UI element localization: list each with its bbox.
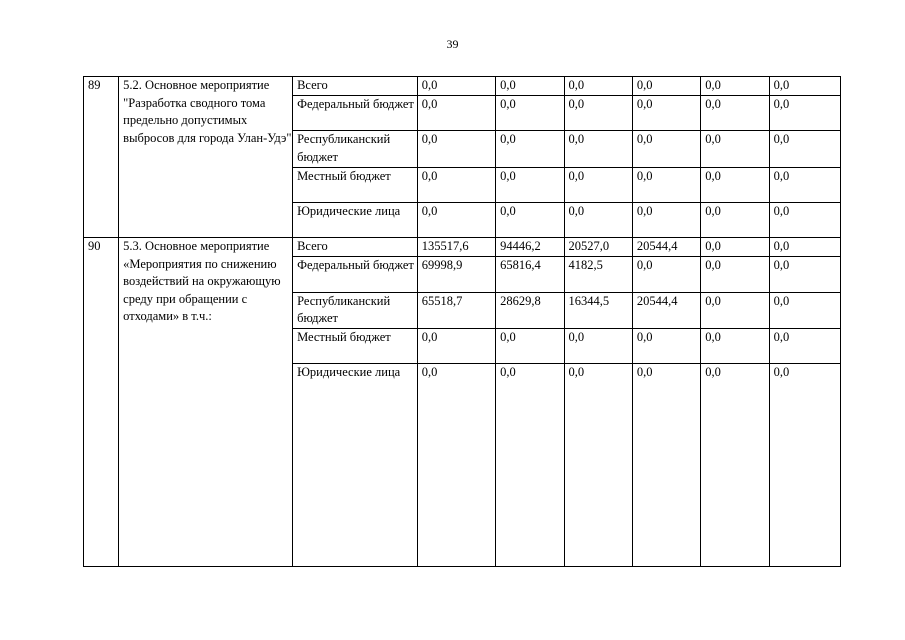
table-row — [84, 77, 841, 96]
amount-cell: 0,0 — [564, 329, 632, 364]
budget-table — [83, 76, 841, 567]
amount-cell: 0,0 — [769, 292, 840, 328]
amount-cell: 20544,4 — [632, 292, 700, 328]
amount-cell: 0,0 — [769, 329, 840, 364]
amount-cell: 0,0 — [701, 257, 769, 292]
amount-cell: 0,0 — [496, 167, 564, 202]
amount-cell: 0,0 — [632, 95, 700, 130]
activity-name: 5.3. Основное мероприятие «Мероприятия по снижению воздействий на окружающую среду при обращении с отходами» в т.ч.: — [119, 238, 293, 567]
amount-cell: 0,0 — [564, 95, 632, 130]
amount-cell: 0,0 — [632, 257, 700, 292]
amount-cell: 0,0 — [564, 77, 632, 96]
amount-cell: 0,0 — [417, 131, 495, 167]
amount-cell: 0,0 — [769, 77, 840, 96]
funding-source: Местный бюджет — [293, 329, 418, 364]
amount-cell: 0,0 — [417, 77, 495, 96]
amount-cell: 0,0 — [701, 167, 769, 202]
funding-source: Республиканский бюджет — [293, 131, 418, 167]
amount-cell: 0,0 — [496, 95, 564, 130]
amount-cell: 0,0 — [417, 364, 495, 567]
amount-cell: 0,0 — [769, 203, 840, 238]
amount-cell: 0,0 — [417, 203, 495, 238]
amount-cell: 16344,5 — [564, 292, 632, 328]
amount-cell: 0,0 — [496, 329, 564, 364]
amount-cell: 0,0 — [632, 167, 700, 202]
amount-cell: 0,0 — [769, 131, 840, 167]
amount-cell: 0,0 — [564, 131, 632, 167]
amount-cell: 0,0 — [701, 238, 769, 257]
amount-cell: 135517,6 — [417, 238, 495, 257]
amount-cell: 65518,7 — [417, 292, 495, 328]
amount-cell: 20527,0 — [564, 238, 632, 257]
amount-cell: 0,0 — [632, 203, 700, 238]
amount-cell: 69998,9 — [417, 257, 495, 292]
amount-cell: 0,0 — [564, 203, 632, 238]
amount-cell: 28629,8 — [496, 292, 564, 328]
amount-cell: 0,0 — [632, 131, 700, 167]
activity-name: 5.2. Основное мероприятие "Разработка сводного тома предельно допустимых выбросов для города Улан-Удэ" — [119, 77, 293, 238]
amount-cell: 0,0 — [417, 95, 495, 130]
amount-cell: 0,0 — [701, 95, 769, 130]
amount-cell: 4182,5 — [564, 257, 632, 292]
amount-cell: 0,0 — [417, 329, 495, 364]
funding-source: Местный бюджет — [293, 167, 418, 202]
amount-cell: 94446,2 — [496, 238, 564, 257]
page-number: 39 — [446, 37, 459, 51]
amount-cell: 0,0 — [496, 77, 564, 96]
amount-cell: 0,0 — [632, 364, 700, 567]
amount-cell: 20544,4 — [632, 238, 700, 257]
amount-cell: 0,0 — [496, 364, 564, 567]
amount-cell: 0,0 — [632, 77, 700, 96]
amount-cell: 0,0 — [701, 131, 769, 167]
amount-cell: 0,0 — [701, 77, 769, 96]
amount-cell: 0,0 — [564, 167, 632, 202]
funding-source: Юридические лица — [293, 203, 418, 238]
amount-cell: 0,0 — [564, 364, 632, 567]
amount-cell: 0,0 — [496, 203, 564, 238]
funding-source: Республиканский бюджет — [293, 292, 418, 328]
amount-cell: 65816,4 — [496, 257, 564, 292]
amount-cell: 0,0 — [769, 95, 840, 130]
funding-source: Федеральный бюджет — [293, 95, 418, 130]
row-number: 90 — [84, 238, 119, 567]
amount-cell: 0,0 — [632, 329, 700, 364]
amount-cell: 0,0 — [701, 292, 769, 328]
amount-cell: 0,0 — [701, 364, 769, 567]
row-number: 89 — [84, 77, 119, 238]
amount-cell: 0,0 — [769, 257, 840, 292]
amount-cell: 0,0 — [769, 167, 840, 202]
amount-cell: 0,0 — [496, 131, 564, 167]
amount-cell: 0,0 — [701, 203, 769, 238]
funding-source: Юридические лица — [293, 364, 418, 567]
funding-source: Федеральный бюджет — [293, 257, 418, 292]
amount-cell: 0,0 — [417, 167, 495, 202]
funding-source: Всего — [293, 238, 418, 257]
amount-cell: 0,0 — [769, 364, 840, 567]
amount-cell: 0,0 — [769, 238, 840, 257]
funding-source: Всего — [293, 77, 418, 96]
amount-cell: 0,0 — [701, 329, 769, 364]
table-row — [84, 238, 841, 257]
